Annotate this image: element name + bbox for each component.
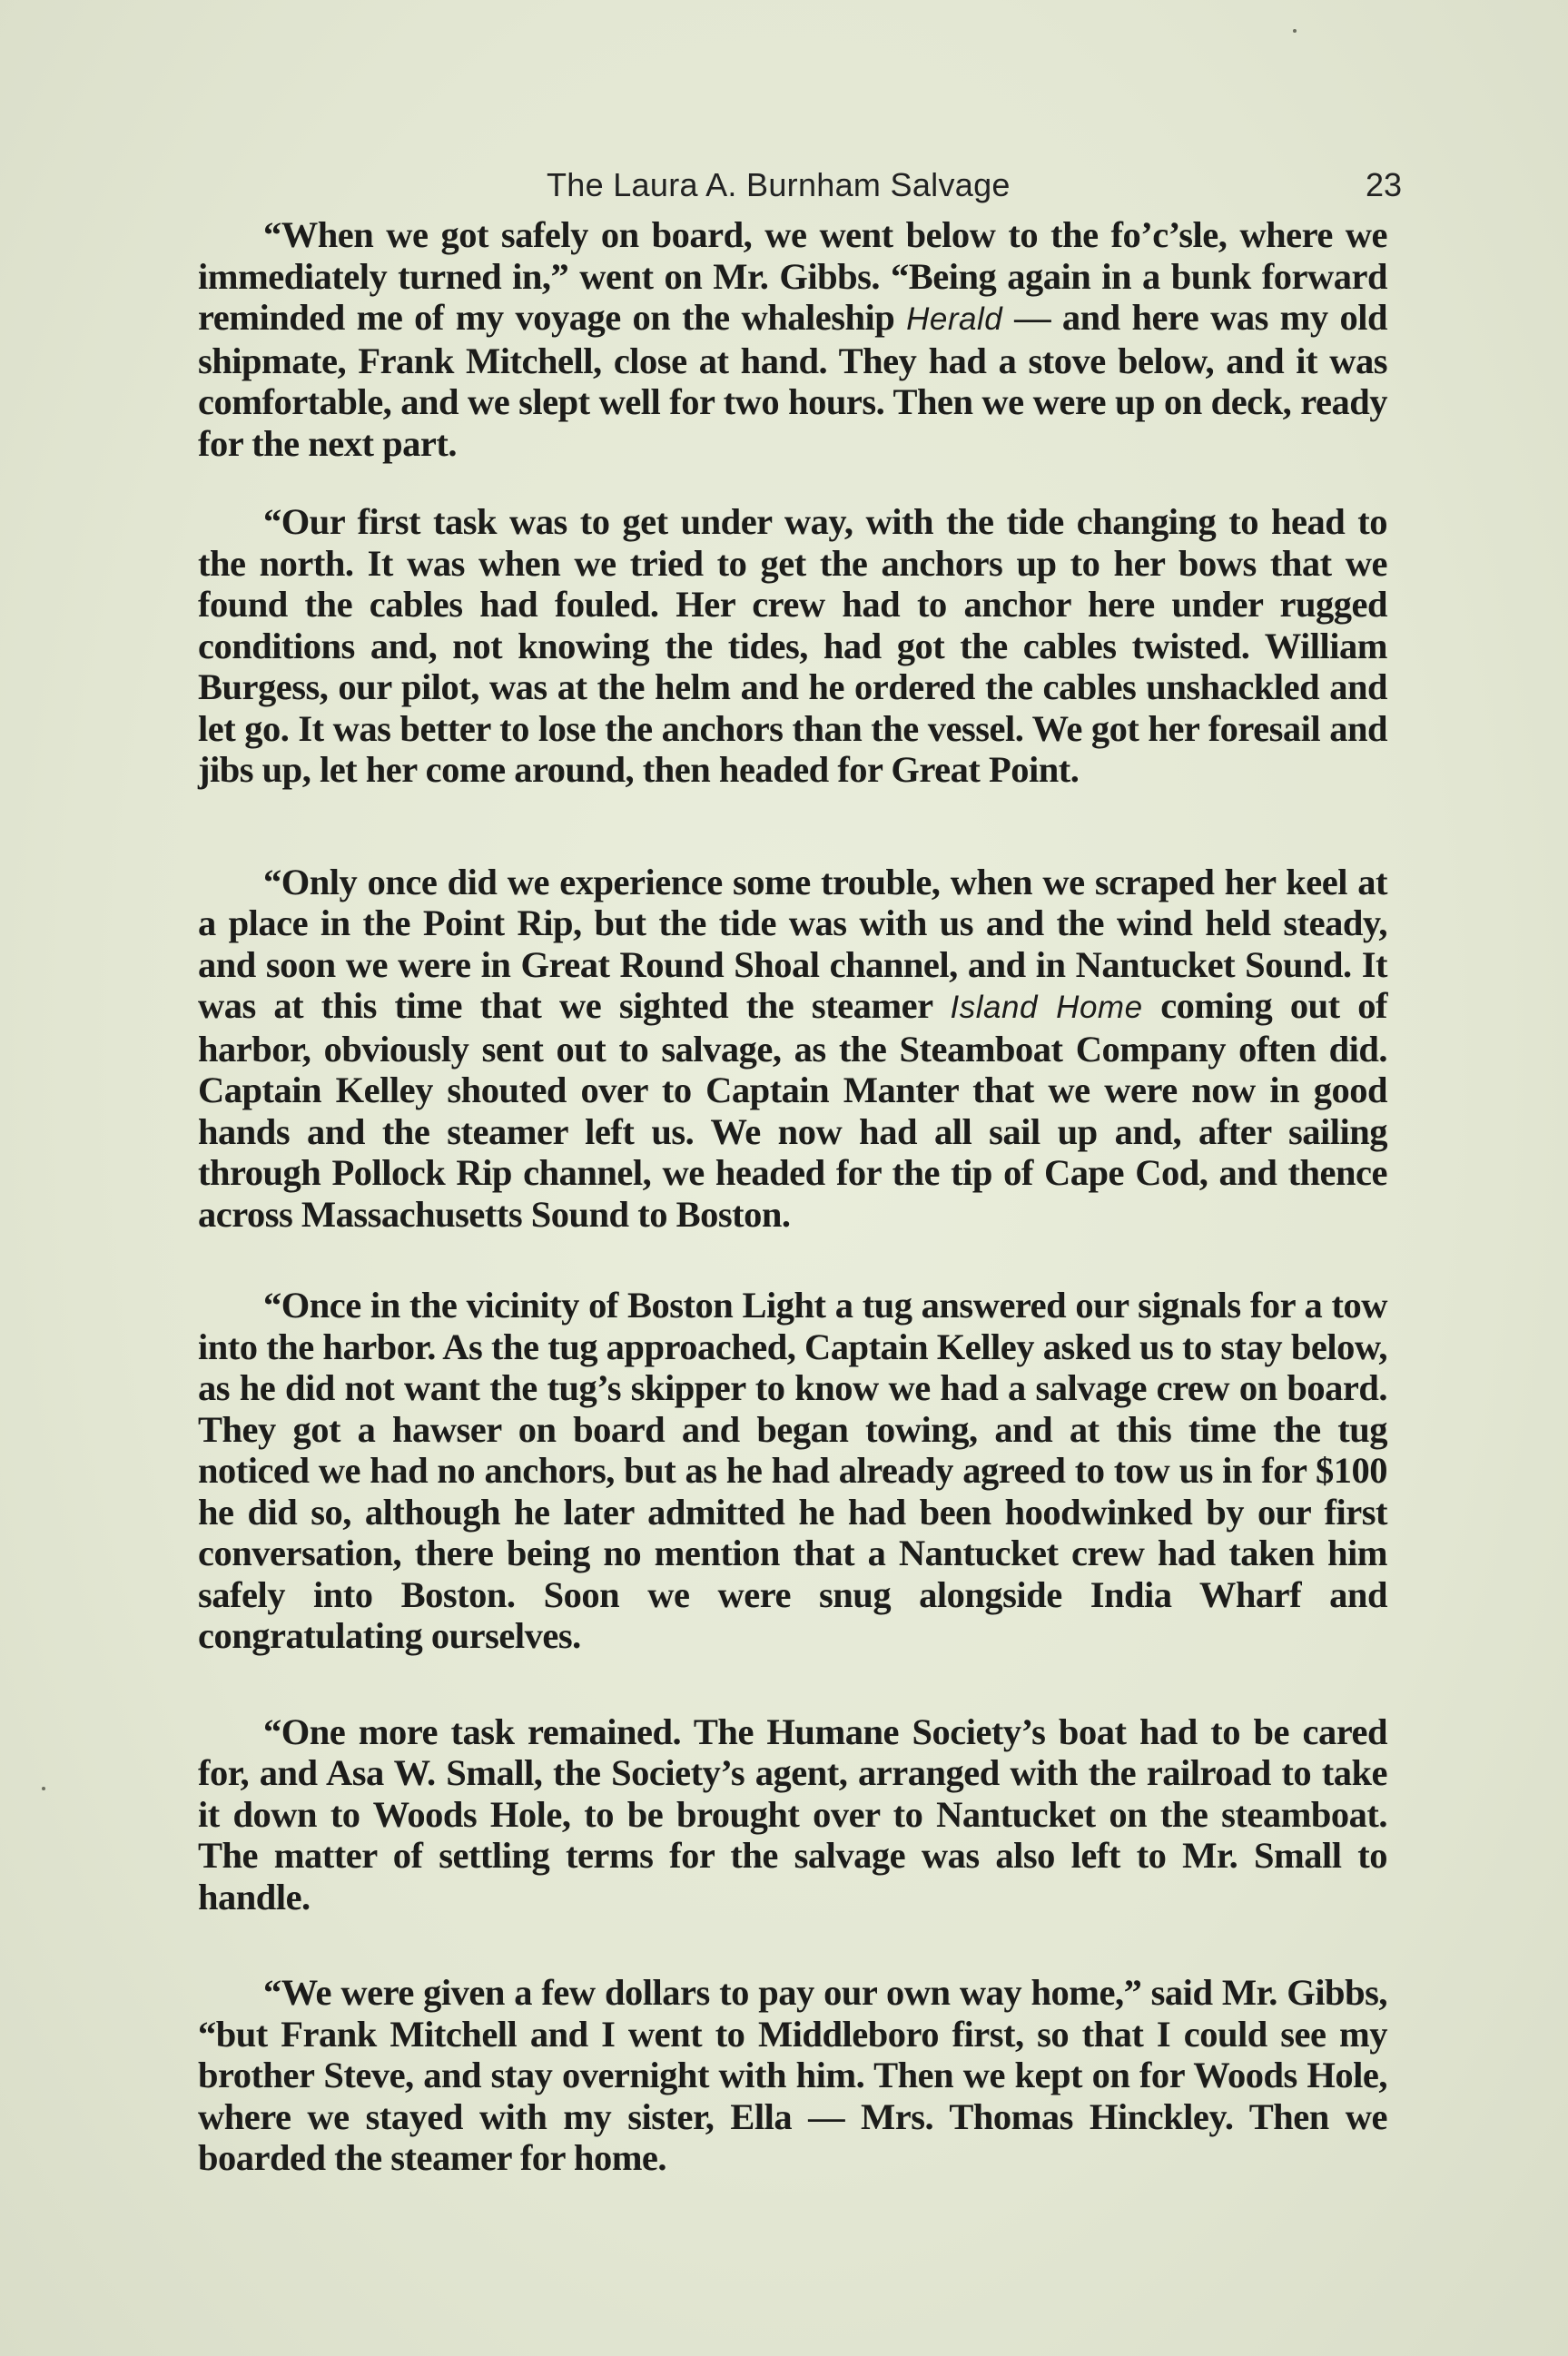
- paragraph-1: [198, 214, 1387, 464]
- paragraph-1-text-a: “When we got safely on board, we went below to the fo’c’sle, where we immediately turned in,” went on Mr. Gibbs. “Being again in a bunk forward reminded me of my voyage on the whaleship: [198, 214, 1387, 338]
- paragraph-6: “We were given a few dollars to pay our own way home,” said Mr. Gibbs, “but Frank Mitchell and I went to Middleboro first, so that I could see my brother Steve, and stay overnight with him. Then we kept on for Woods Hole, where we stayed with my sister, Ella — Mrs. Thomas Hinckley. Then we boarded the steamer for home.: [198, 1972, 1387, 2178]
- running-title: The Laura A. Burnham Salvage: [547, 166, 1011, 203]
- paragraph-4: “Once in the vicinity of Boston Light a tug answered our signals for a tow into the harbor. As the tug approached, Captain Kelley asked us to stay below, as he did not want the tug’s skipper to know we had a salvage crew on board. They got a hawser on board and began towing, and at this time the tug noticed we had no anchors, but as he had already agreed to tow us in for $100 he did so, although he later admitted he had been hoodwinked by our first conversation, there being no mention that a Nantucket crew had taken him safely into Boston. Soon we were snug alongside India Wharf and congratulating ourselves.: [198, 1285, 1387, 1656]
- paper-speck: [42, 1787, 45, 1790]
- body-text: [198, 214, 1387, 2179]
- ship-name-herald: Herald: [906, 301, 1003, 337]
- page-number: 23: [1365, 166, 1402, 203]
- ship-name-island-home: Island Home: [950, 990, 1143, 1025]
- paragraph-3-text-b: coming out of harbor, obviously sent out to salvage, as the Steamboat Company often did. Captain Kelley shouted over to Captain Manter that we were now in good hands and the steamer left us. We now had all sail up and, after sailing through Pollock Rip channel, we headed for the tip of Cape Cod, and thence across Massachusetts Sound to Boston.: [198, 985, 1387, 1235]
- paragraph-5: “One more task remained. The Humane Society’s boat had to be cared for, and Asa W. Small, the Society’s agent, arranged with the railroad to take it down to Woods Hole, to be brought over to Nantucket on the steamboat. The matter of settling terms for the salvage was also left to Mr. Small to handle.: [198, 1710, 1387, 1917]
- paragraph-3: [198, 862, 1387, 1236]
- paragraph-1-text-b: — and here was my old shipmate, Frank Mitchell, close at hand. They had a stove below, and it was comfortable, and we slept well for two hours. Then we were up on deck, ready for the next part.: [198, 297, 1387, 464]
- paper-speck: [1293, 29, 1297, 33]
- paragraph-3-text-a: “Only once did we experience some trouble, when we scraped her keel at a place in the Point Rip, but the tide was with us and the wind held steady, and soon we were in Great Round Shoal channel, and in Nantucket Sound. It was at this time that we sighted the steamer: [198, 861, 1387, 1026]
- page-header: [202, 166, 1402, 212]
- paragraph-2: “Our first task was to get under way, with the tide changing to head to the north. It was when we tried to get the anchors up to her bows that we found the cables had fouled. Her crew had to anchor here under rugged conditions and, not knowing the tides, had got the cables twisted. William Burgess, our pilot, was at the helm and he ordered the cables unshackled and let go. It was better to lose the anchors than the vessel. We got her foresail and jibs up, let her come around, then headed for Great Point.: [198, 501, 1387, 790]
